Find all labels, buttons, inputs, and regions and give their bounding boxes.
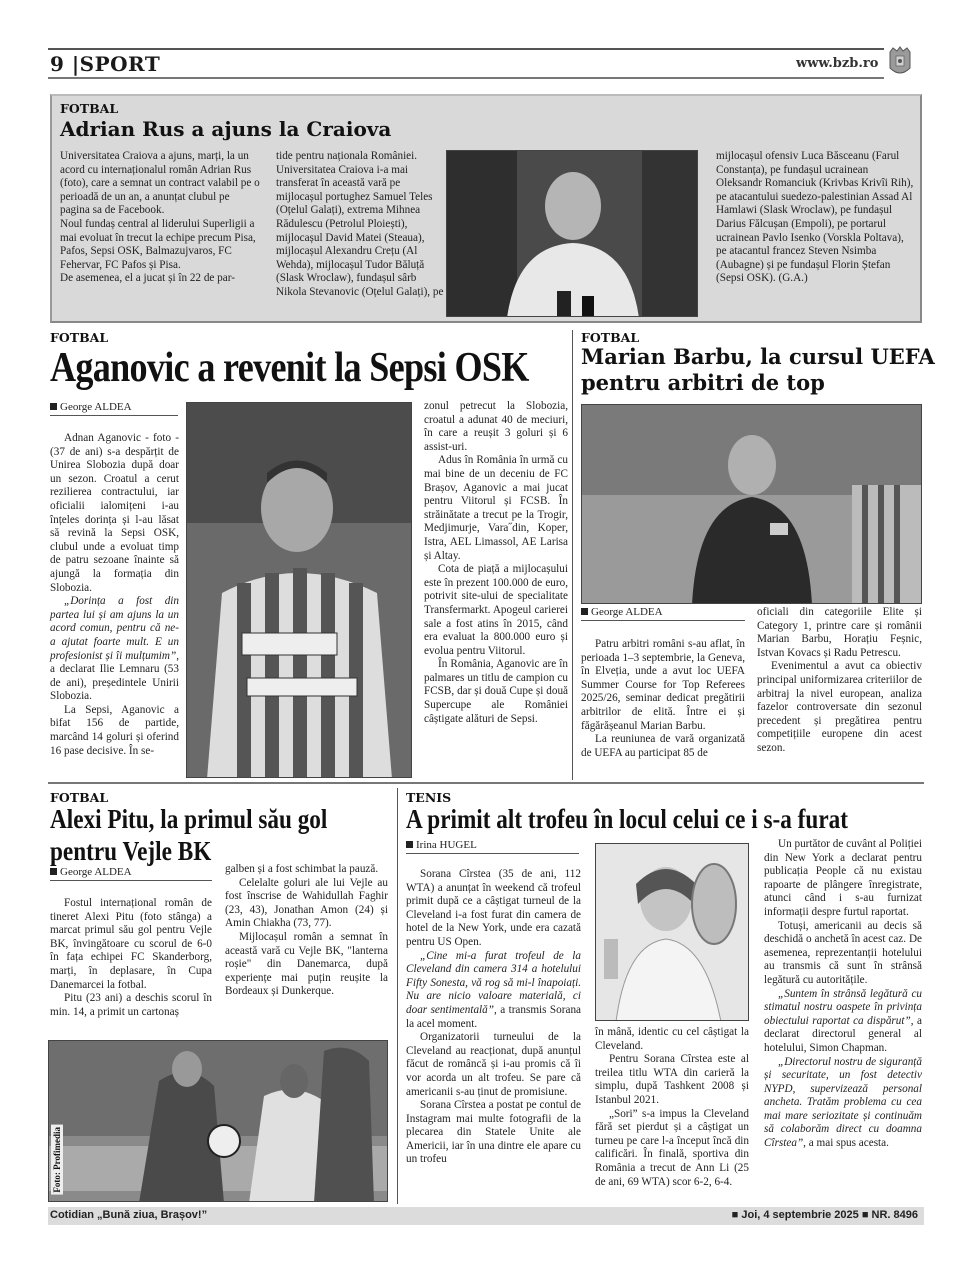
quote: „Dorința a fost din partea lui și am ajuns la un acord comun, pentru că ne-a ajutat foarte mult. E un profesionist și îi mulțumim”	[50, 595, 179, 662]
issue-date-number: ■ Joi, 4 septembrie 2025 ■ NR. 8496	[731, 1209, 918, 1221]
byline-square-icon	[581, 608, 588, 615]
photo-alexi-pitu	[48, 1040, 388, 1202]
photo-sorana-cirstea-illustration	[596, 844, 749, 1021]
quote: „Cine mi-a furat trofeul de la Cleveland din camera 314 a hotelului Fifty Sonesta, vă rog să mi-l înapoiați. Nu are nicio valoare materială, ci doar sentimentală”	[406, 949, 581, 1016]
header-bottom-rule	[48, 77, 884, 79]
photo-aganovic-illustration	[187, 403, 412, 778]
paragraph: La reuniunea de vară organizată de UEFA au participat 85 de	[581, 733, 745, 759]
photo-credit: Foto: Profimedia	[52, 1127, 62, 1193]
paragraph: Pentru Sorana Cîrstea este al treilea titlu WTA din carieră la simplu, după Tashkent 2008 și Istanbul 2021.	[595, 1053, 749, 1106]
headline-line: pentru arbitri de top	[581, 370, 825, 395]
quote-paragraph	[50, 595, 179, 704]
photo-alexi-pitu-illustration	[49, 1041, 388, 1202]
byline	[50, 401, 178, 416]
site-url[interactable]: www.bzb.ro	[796, 56, 879, 71]
page-section-label: 9 |SPORT	[50, 52, 161, 76]
author-name: George ALDEA	[591, 606, 663, 618]
article-kicker: FOTBAL	[50, 790, 109, 805]
page-footer	[48, 1207, 924, 1225]
quote-attribution: , a declarat Ilie Lemnaru (53 de ani), președintele Unirii Slobozia.	[50, 649, 179, 703]
article-headline: Adrian Rus a ajuns la Craiova	[60, 117, 392, 141]
byline	[50, 866, 212, 881]
city-crest-icon	[887, 46, 913, 78]
paragraph: Cota de piață a mijlocașului este în prezent 100.000 de euro, potrivit site-ului de specialitate Transfermarkt. Apogeul carierei sale a fost atins în 2015, când era evaluat la 800.000 euro și evolua pentru Viitorul.	[424, 563, 568, 657]
article-headline	[581, 344, 935, 396]
byline	[581, 606, 745, 621]
author-name: George ALDEA	[60, 866, 132, 878]
article-kicker: FOTBAL	[581, 330, 640, 345]
article-kicker: FOTBAL	[60, 101, 119, 116]
headline-line: Marian Barbu, la cursul UEFA	[581, 344, 935, 369]
byline-square-icon	[50, 868, 57, 875]
author-name: Irina HUGEL	[416, 839, 477, 851]
quote-paragraph	[764, 1056, 922, 1151]
article-headline: Aganovic a revenit la Sepsi OSK	[50, 345, 529, 391]
paragraph: Un purtător de cuvânt al Poliției din New York a declarat pentru publicația People că nu existau rapoarte de plângere înregistrate, atunci când i s-au furnizat informații despre furtul raportat.	[764, 838, 922, 918]
headline-line: Alexi Pitu, la primul său gol	[50, 804, 328, 834]
quote: „Suntem în strânsă legătură cu stimatul nostru oaspete în privința obiectului raportat ca dispărut”	[764, 987, 922, 1027]
paragraph: zonul petrecut la Slobozia, croatul a adunat 40 de meciuri, în care a reușit 3 goluri și 6 assist-uri.	[424, 400, 568, 453]
article-headline: A primit alt trofeu în locul celui ce i s-a furat	[406, 804, 848, 834]
paragraph: Fostul internațional român de tineret Alexi Pitu (foto stânga) a marcat primul său gol pentru Vejle BK, învingătoare cu scorul de 6-0 în fața echipei FC Skanderborg, marți, în deplasare, în Cupa Danemarcei la fotbal.	[50, 897, 212, 991]
quote-attribution: , a mai spus acesta.	[803, 1137, 889, 1150]
article-column-2	[757, 606, 922, 756]
byline-square-icon	[406, 841, 413, 848]
photo-aganovic	[186, 402, 412, 778]
paragraph: galben și a fost schimbat la pauză.	[225, 863, 379, 875]
paragraph: Noul fundaș central al liderului Superligii a mai evoluat în trecut la echipe precum Pisa, Pafos, Sepsi OSK, Balmazujvaros, FC Fehervar, FC Pafos și Pisa.	[60, 217, 256, 271]
byline	[406, 839, 579, 854]
paragraph: Celelalte goluri ale lui Vejle au fost înscrise de Wahidullah Faghir (23, 43), Jonathan Amon (24) și Amin Chiakha (73, 77).	[225, 876, 388, 930]
article-adrian-rus	[50, 94, 922, 323]
article-headline	[50, 803, 327, 867]
paragraph: Organizatorii turneului de la Cleveland au reacționat, după anunțul făcut de româncă și i-au promis că îi vor acorda un alt trofeu. Se pare că americanii s-au ținut de promisiune.	[406, 1031, 581, 1098]
article-column-1	[60, 150, 260, 286]
byline-square-icon	[50, 403, 57, 410]
paragraph: Mijlocașul român a semnat în această vară cu Vejle BK, "lanterna roșie" din Danemarca, după experiențe mai puțin reușite la Bordeaux și Dunkerque.	[225, 930, 388, 998]
quote-attribution: , a declarat directorul general al hotelului, Simon Chapman.	[764, 1014, 922, 1054]
column-divider	[397, 788, 398, 1204]
quote-paragraph	[406, 950, 581, 1032]
paragraph: Totuși, americanii au decis să deschidă o anchetă în acest caz. De asemenea, reprezentanții hotelului au transmis că sunt în strânsă legătură cu autoritățile.	[764, 919, 922, 986]
article-kicker: FOTBAL	[50, 330, 109, 345]
article-column-3	[716, 150, 916, 286]
article-column-3	[764, 838, 922, 1151]
paragraph: mijlocașul ofensiv Luca Băsceanu (Farul Constanța), pe fundașul ucrainean Oleksandr Romanciuk (Krivbas Krivîi Rih), pe atacantului suedezo-palestinian Assad Al Hamlawi (Slask Wroclaw), pe fundașul Darius Fălcușan (Empoli), pe portarul ucrainean Pavlo Isenko (Vorskla Poltava), pe atacantul francez Steven Nsimba (Aubagne) și pe fundașul Florin Ștefan (Sepsi OSK). (G.A.)	[716, 150, 914, 285]
quote-paragraph	[764, 988, 922, 1056]
paragraph: Sorana Cîrstea (35 de ani, 112 WTA) a anunțat în weekend că trofeul primit după ce a câștigat turneul de la Cleveland i-a fost furat din camera de hotel de la New York, unde era cazată pentru US Open.	[406, 868, 581, 948]
paragraph: Evenimentul a avut ca obiectiv principal uniformizarea criteriilor de arbitraj la nivel european, analiza fazelor controversate din sezonul precedent și pregătirea pentru competițiile europene din acest sezon.	[757, 660, 922, 754]
photo-adrian-rus	[446, 150, 698, 317]
quote: „Directorul nostru de siguranță și securitate, un fost detectiv NYPD, supervizează personal ancheta. Tratăm problema cu cea mai mare seriozitate și continuăm să colaborăm direct cu doamna Cîrstea”	[764, 1055, 922, 1150]
headline-line: pentru Vejle BK	[50, 836, 212, 866]
paragraph: De asemenea, el a jucat și în 22 de par-	[60, 272, 235, 285]
paragraph: La Sepsi, Aganovic a bifat 156 de partide, marcând 14 goluri și oferind 16 pase decisive. În se-	[50, 703, 179, 757]
paragraph: tide pentru naționala României. Universitatea Craiova i-a mai transferat în această vară pe mijlocașul portughez Samuel Teles (Oțelul Galați), extrema Mihnea Rădulescu (Petrolul Ploiești), mijlocașul David Matei (Steaua), mijlocașul Alexandru Crețu (Al Wehda), mijlocașul Tudor Băluță (Slask Wroclaw), fundașul sârb Nikola Stevanovic (Oțelul Galați), pe	[276, 150, 444, 298]
paragraph: În România, Aganovic are în palmares un titlu de campion cu FCSB, dar și două Cupe și două Supercupe ale României câștigate alături de Sepsi.	[424, 658, 568, 725]
article-column-1	[50, 897, 212, 1019]
article-column-2	[225, 863, 388, 999]
paragraph: Sorana Cîrstea a postat pe contul de Instagram mai multe fotografii de la plecarea din Statele Unite ale Americii, iar în una dintre ele apare cu un trofeu	[406, 1099, 581, 1166]
article-column-1	[406, 868, 581, 1167]
photo-marian-barbu	[581, 404, 922, 604]
section-divider	[48, 782, 924, 784]
paragraph: în mână, identic cu cel câștigat la Cleveland.	[595, 1026, 749, 1052]
quote-attribution: , a transmis Sorana la acel moment.	[406, 1003, 581, 1030]
photo-sorana-cirstea	[595, 843, 749, 1021]
article-column-2	[595, 1026, 749, 1189]
paragraph: Adnan Aganovic - foto - (37 de ani) s-a despărțit de Unirea Slobozia după doar un sezon. Croatul a cerut rezilierea contractului, iar oficialii ialomițeni i-au înțeles dorința și l-au lăsat să revină la Sepsi OSK, clubul unde a evoluat timp de patru sezoane înainte să ajungă la formația din Slobozia.	[50, 432, 179, 594]
column-divider	[572, 330, 573, 780]
paragraph: Patru arbitri români s-au aflat, în perioada 1–3 septembrie, la Geneva, în Elveția, unde a avut loc UEFA Summer Course for Top Referees 2025/26, seminar dedicat pregătirii arbitrilor de elită. Între ei și făgărășeanul Marian Barbu.	[581, 638, 745, 732]
paragraph: Adus în România în urmă cu mai bine de un deceniu de FC Brașov, Aganovic a mai jucat pentru Viitorul și FCSB. În străinătate a trecut pe la Trogir, Medjimurje, Vara˝din, Koper, Istra, AEL Limassol, AE Larisa și Altay.	[424, 454, 568, 562]
article-column-1	[50, 432, 179, 758]
author-name: George ALDEA	[60, 401, 132, 413]
article-column-1	[581, 638, 745, 760]
paragraph: Universitatea Craiova a ajuns, marți, la un acord cu internaționalul român Adrian Rus (foto), care a semnat un contract valabil pe o perioadă de un an, a anunțat clubul pe pagina sa de Facebook.	[60, 150, 260, 217]
article-column-2	[276, 150, 446, 300]
article-column-2	[424, 400, 568, 726]
paragraph: Pitu (23 ani) a deschis scorul în min. 14, a primit un cartonaș	[50, 992, 212, 1018]
paragraph: „Sori” s-a impus la Cleveland fără set pierdut și a câștigat un turneu pe care l-a început încă din calificări. În finală, sportiva din România a trecut de Ann Li (25 de ani, 69 WTA) scor 6-2, 6-4.	[595, 1107, 749, 1188]
paragraph: oficiali din categoriile Elite și Category 1, printre care și românii Marian Barbu, Horațiu Feșnic, Istvan Kovacs și Radu Petrescu.	[757, 606, 922, 659]
publication-name: Cotidian „Bună ziua, Brașov!”	[50, 1209, 208, 1221]
photo-marian-barbu-illustration	[582, 405, 922, 604]
photo-adrian-rus-illustration	[447, 151, 698, 317]
article-kicker: TENIS	[406, 790, 452, 805]
header-top-rule	[48, 48, 884, 50]
